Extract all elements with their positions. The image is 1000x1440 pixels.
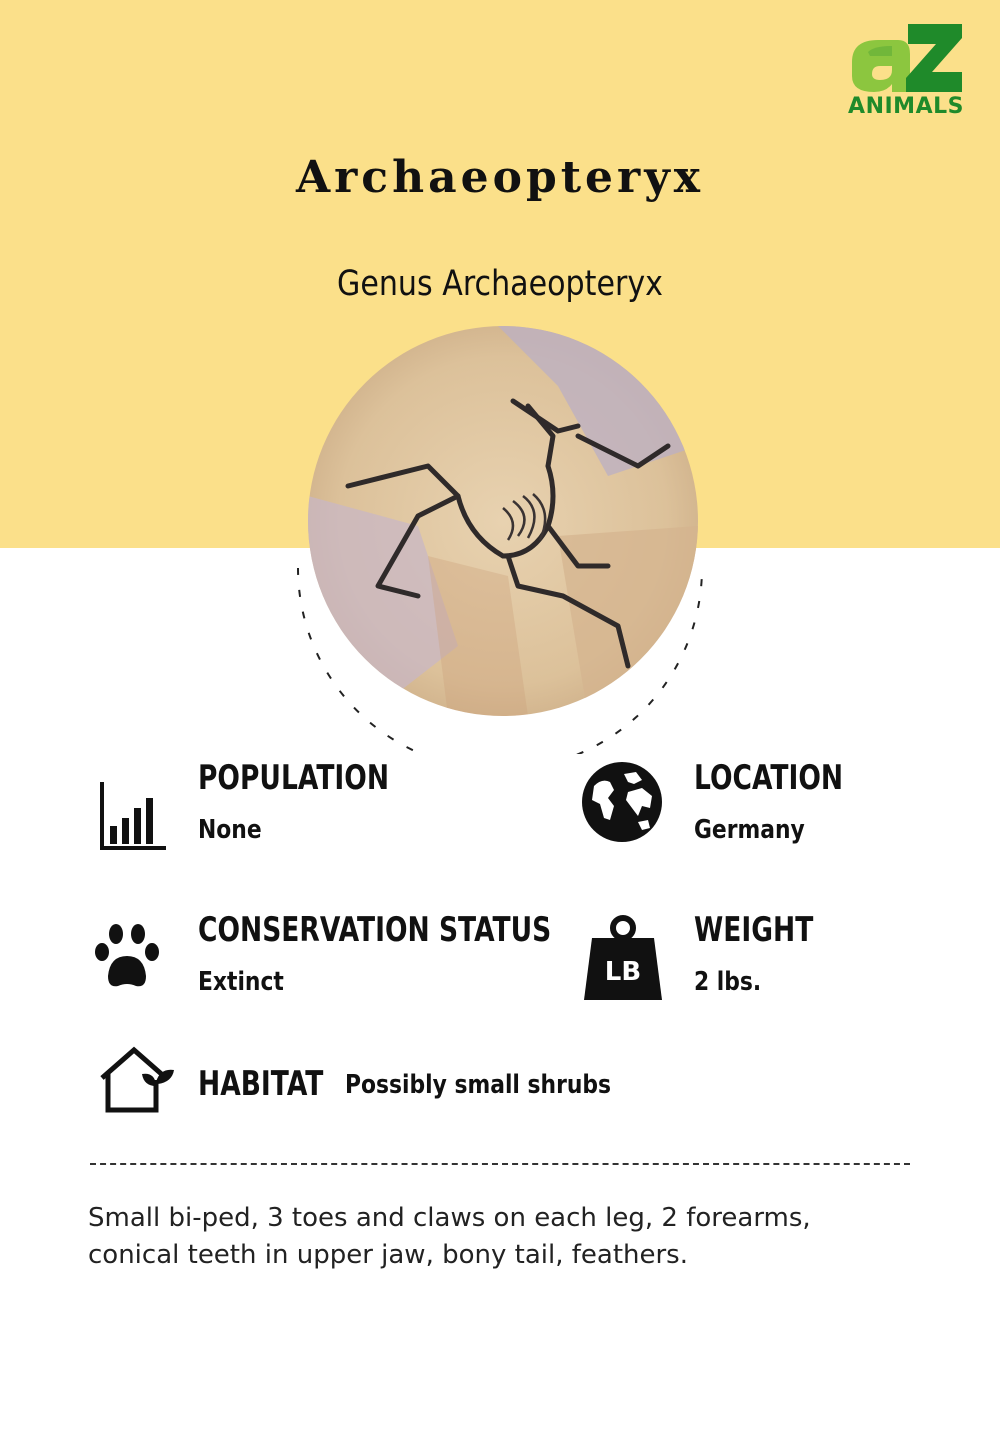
habitat-label: HABITAT xyxy=(198,1064,324,1104)
conservation-status-label: CONSERVATION STATUS xyxy=(198,910,552,950)
description-text: Small bi-ped, 3 toes and claws on each leg, 2 forearms, conical teeth in upper jaw, bony tail, feathers. xyxy=(88,1203,811,1270)
conservation-status-value: Extinct xyxy=(198,967,284,997)
globe-icon xyxy=(580,760,664,844)
population-value: None xyxy=(198,815,262,845)
fossil-illustration xyxy=(308,326,698,716)
weight-value: 2 lbs. xyxy=(694,967,762,997)
house-sprout-icon xyxy=(98,1046,178,1114)
fossil-photo xyxy=(308,326,698,716)
az-logo-mark xyxy=(848,22,964,92)
location-label: LOCATION xyxy=(694,758,844,798)
scientific-name: Genus Archaeopteryx xyxy=(337,264,663,304)
weight-label: WEIGHT xyxy=(694,910,814,950)
weight-icon xyxy=(582,914,664,1002)
logo-wordmark: ANIMALS xyxy=(848,94,964,119)
weight-icon-text: LB xyxy=(604,957,642,987)
habitat-value: Possibly small shrubs xyxy=(345,1070,612,1100)
location-value: Germany xyxy=(694,815,805,845)
population-label: POPULATION xyxy=(198,758,390,798)
dashed-divider xyxy=(90,1163,910,1165)
paw-icon xyxy=(94,922,160,992)
az-animals-logo[interactable] xyxy=(842,22,972,122)
bar-chart-icon xyxy=(98,780,168,852)
page-title: Archaeopteryx xyxy=(295,152,705,203)
